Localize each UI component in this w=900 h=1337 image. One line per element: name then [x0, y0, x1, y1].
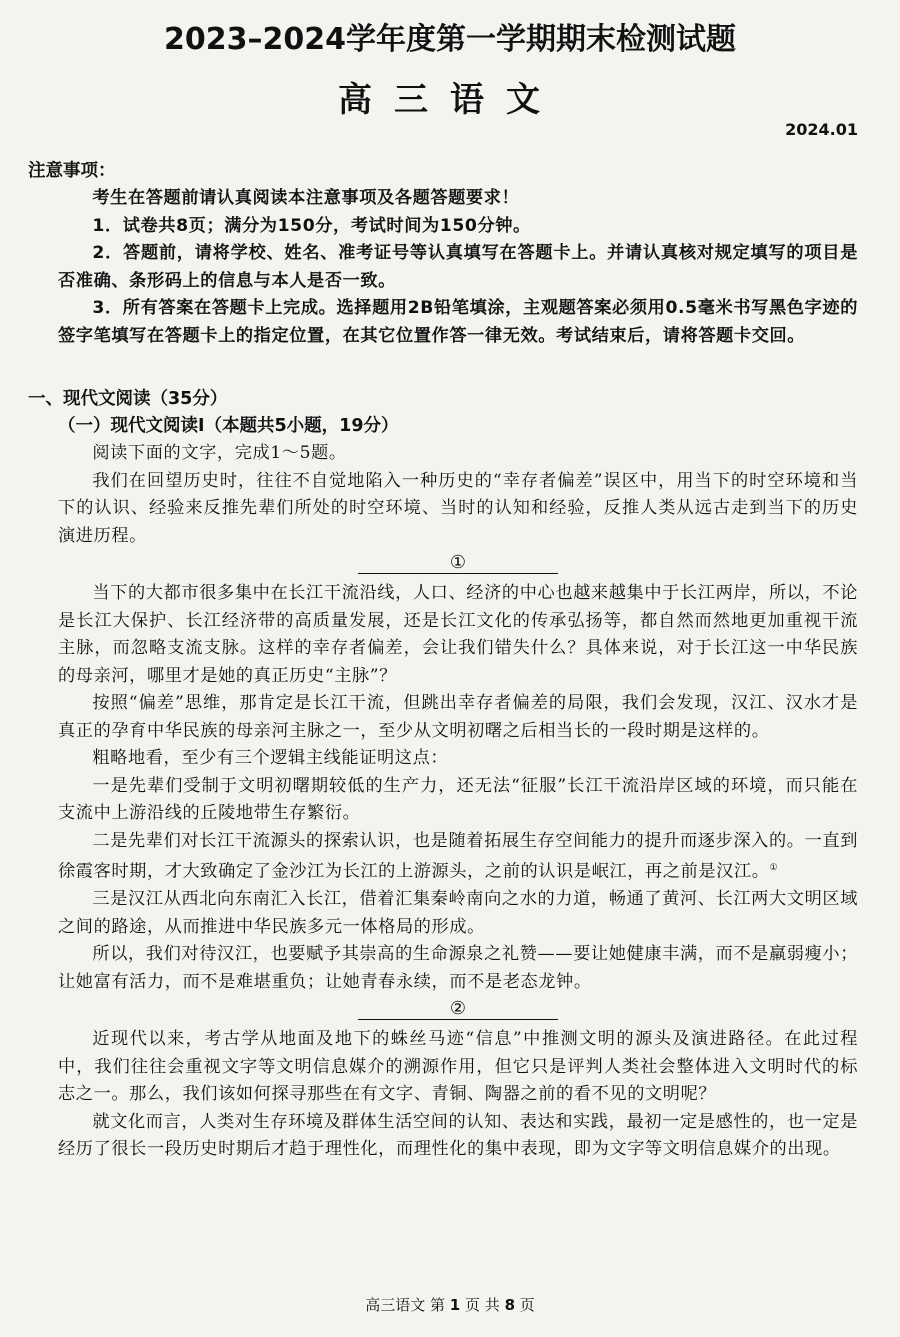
blank-mark: ② [449, 998, 467, 1020]
passage-text: 二是先辈们对长江干流源头的探索认识，也是随着拓展生存空间能力的提升而逐步深入的。一直到徐霞客时期，才大致确定了金沙江为长江的上游源头，之前的认识是岷江，再之前是汉江。 [58, 830, 858, 882]
exam-subtitle: 高三语文 [338, 80, 562, 120]
passage-paragraph: 粗略地看，至少有三个逻辑主线能证明这点： [92, 748, 449, 768]
notice-item: 考生在答题前请认真阅读本注意事项及各题答题要求！ [92, 188, 520, 208]
reading-section [28, 386, 858, 1164]
footnote-mark: ① [769, 863, 779, 873]
exam-title: 2023–2024学年度第一学期期末检测试题 [164, 22, 736, 57]
passage-paragraph: 当下的大都市很多集中在长江干流沿线，人口、经济的中心也越来越集中于长江两岸，所以，不论是长江大保护、长江经济带的高质量发展，还是长江文化的传承弘扬等，都自然而然地更加重视干流主脉，而忽略支流支脉。这样的幸存者偏差，会让我们错失什么？具体来说，对于长江这一中华民族的母亲河，哪里才是她的真正历史“主脉”？ [58, 583, 858, 686]
footer-total-pages: 8 [504, 1296, 515, 1314]
notice-item: 3．所有答案在答题卡上完成。选择题用2B铅笔填涂，主观题答案必须用0.5毫米书写黑色字迹的签字笔填写在答题卡上的指定位置，在其它位置作答一律无效。考试结束后，请将答题卡交回。 [58, 298, 858, 346]
passage-paragraph: 就文化而言，人类对生存环境及群体生活空间的认知、表达和实践，最初一定是感性的，也一定是经历了很长一段历史时期后才趋于理性化，而理性化的集中表现，即为文字等文明信息媒介的出现。 [58, 1111, 858, 1160]
section-heading: 一、现代文阅读（35分） [28, 389, 228, 409]
passage-paragraph: 一是先辈们受制于文明初曙期较低的生产力，还无法“征服”长江干流沿岸区域的环境，而只能在支流中上游沿线的丘陵地带生存繁衍。 [58, 775, 858, 823]
footer-page-suffix: 页 [519, 1296, 535, 1314]
exam-date: 2024.01 [785, 120, 858, 139]
notice-heading: 注意事项： [28, 161, 116, 181]
blank-underline [358, 573, 558, 574]
blank-underline [358, 1019, 558, 1020]
passage-paragraph: 我们在回望历史时，往往不自觉地陷入一种历史的“幸存者偏差”误区中，用当下的时空环境和当下的认识、经验来反推先辈们所处的时空环境、当时的认知和经验，反推人类从远古走到当下的历史演进历程。 [58, 470, 858, 546]
footer-page-number: 1 [449, 1296, 461, 1314]
notice-item: 1．试卷共8页；满分为150分，考试时间为150分钟。 [92, 215, 531, 236]
footer-subject: 高三语文 [365, 1296, 426, 1314]
passage-paragraph: 近现代以来，考古学从地面及地下的蛛丝马迹“信息”中推测文明的源头及演进路径。在此过程中，我们往往会重视文字等文明信息媒介的溯源作用，但它只是评判人类社会整体进入文明时代的标志之一。那么，我们该如何探寻那些在有文字、青铜、陶器之前的看不见的文明呢？ [58, 1029, 858, 1105]
passage-paragraph: 所以，我们对待汉江，也要赋予其崇高的生命源泉之礼赞——要让她健康丰满，而不是羸弱瘦小；让她富有活力，而不是难堪重负；让她青春永续，而不是老态龙钟。 [58, 944, 858, 992]
blank-line-1 [58, 552, 858, 578]
footer-page-prefix: 第 [429, 1296, 445, 1314]
section-sub-heading: （一）现代文阅读Ⅰ（本题共5小题，19分） [58, 416, 399, 436]
page-footer [0, 1294, 900, 1315]
footer-page-mid: 页 共 [465, 1296, 500, 1314]
passage-paragraph [58, 828, 858, 887]
notice-item: 2．答题前，请将学校、姓名、准考证号等认真填写在答题卡上。并请认真核对规定填写的项目是否准确、条形码上的信息与本人是否一致。 [58, 243, 858, 291]
blank-line-2 [58, 998, 858, 1024]
blank-mark: ① [449, 552, 467, 573]
notice-block [28, 158, 858, 350]
passage-paragraph: 三是汉江从西北向东南汇入长江，借着汇集秦岭南向之水的力道，畅通了黄河、长江两大文明区域之间的路途，从而推进中华民族多元一体格局的形成。 [58, 889, 858, 937]
section-instruction: 阅读下面的文字，完成1～5题。 [92, 443, 347, 463]
passage-paragraph: 按照“偏差”思维，那肯定是长江干流，但跳出幸存者偏差的局限，我们会发现，汉江、汉水才是真正的孕育中华民族的母亲河主脉之一，至少从文明初曙之后相当长的一段时期是这样的。 [58, 693, 858, 741]
